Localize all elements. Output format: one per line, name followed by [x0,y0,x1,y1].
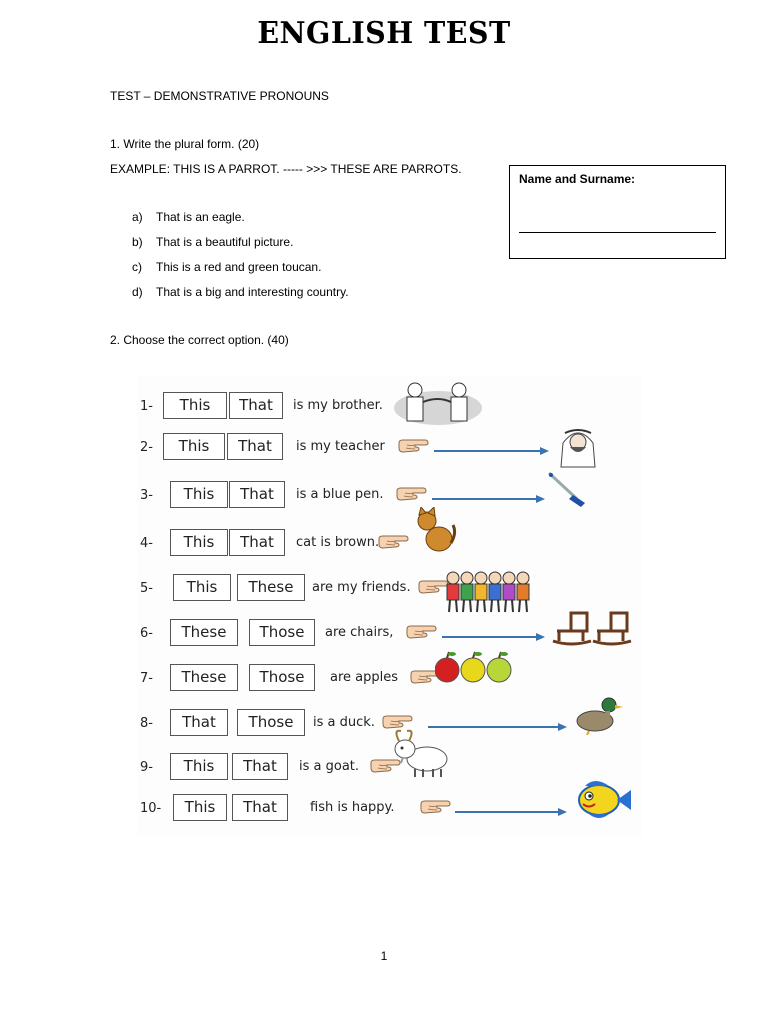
question-row [137,749,642,789]
option-box[interactable]: That [229,529,285,556]
option-box[interactable]: This [170,529,228,556]
pointing-hand-icon [405,623,437,646]
question-number: 3- [140,488,153,503]
option-box[interactable]: That [229,392,283,419]
option-box[interactable]: That [227,433,283,460]
question-number: 6- [140,626,153,641]
option-box[interactable]: Those [249,619,315,646]
question-row [137,790,642,830]
sentence-rest: is a duck. [313,715,375,730]
sentence-rest: fish is happy. [310,800,395,815]
question-number: 2- [140,440,153,455]
sentence-rest: cat is brown. [296,535,380,550]
option-box[interactable]: These [170,619,238,646]
item-letter: d) [132,285,143,299]
name-surname-box [509,165,726,259]
arrow-icon [432,491,545,501]
duck-icon [571,693,623,740]
option-box[interactable]: That [229,481,285,508]
question-number: 9- [140,760,153,775]
option-box[interactable]: Those [249,664,315,691]
item-letter: c) [132,260,142,274]
pointing-hand-icon [377,533,409,556]
sentence-rest: is a goat. [299,759,360,774]
question-row [137,615,642,655]
question-number: 5- [140,581,153,596]
option-box[interactable]: This [173,574,231,601]
cat-icon [413,507,457,558]
item-text: That is an eagle. [156,210,245,224]
pointing-hand-icon [397,437,429,460]
item-text: This is a red and green toucan. [156,260,322,274]
option-box[interactable]: This [170,753,228,780]
item-text: That is a beautiful picture. [156,235,294,249]
pen-icon [545,469,591,514]
test-subtitle: TEST – DEMONSTRATIVE PRONOUNS [110,89,329,103]
question-row [137,570,642,610]
option-box[interactable]: These [237,574,305,601]
name-write-line[interactable] [519,232,716,233]
question-number: 1- [140,399,153,414]
item-letter: b) [132,235,143,249]
pointing-hand-icon [395,485,427,508]
question-row [137,388,642,428]
option-box[interactable]: This [163,392,227,419]
teacher-icon [555,425,601,474]
arrow-icon [442,629,545,639]
question-number: 7- [140,671,153,686]
option-box[interactable]: These [170,664,238,691]
section-2-heading: 2. Choose the correct option. (40) [110,333,289,347]
question-number: 8- [140,716,153,731]
option-box[interactable]: This [170,481,228,508]
sentence-rest: are my friends. [312,580,411,595]
option-box[interactable]: This [173,794,227,821]
page-number: 1 [380,949,388,963]
arrow-icon [434,443,549,453]
sentence-rest: are apples [330,670,399,685]
name-surname-label: Name and Surname: [519,172,636,186]
question-row [137,477,642,517]
sentence-rest: is a blue pen. [296,487,384,502]
option-box[interactable]: That [232,753,288,780]
brothers-icon [393,382,483,431]
question-number: 10- [140,801,162,816]
section-1-example: EXAMPLE: THIS IS A PARROT. ----- >>> THESE ARE PARROTS. [110,162,462,176]
section-1-heading: 1. Write the plural form. (20) [110,137,260,151]
sentence-rest: is my brother. [293,398,383,413]
choose-option-worksheet [137,376,642,836]
goat-icon [389,727,453,784]
option-box[interactable]: This [163,433,225,460]
option-box[interactable]: Those [237,709,305,736]
question-row [137,429,642,469]
sentence-rest: are chairs, [325,625,394,640]
option-box[interactable]: That [232,794,288,821]
apples-icon [435,650,515,691]
page-title: ENGLISH TEST [257,16,511,51]
item-letter: a) [132,210,143,224]
item-text: That is a big and interesting country. [156,285,349,299]
fish-icon [569,772,633,829]
chairs-icon [549,611,633,652]
pointing-hand-icon [419,798,451,821]
option-box[interactable]: That [170,709,228,736]
arrow-icon [455,804,567,814]
question-row [137,660,642,700]
question-row [137,525,642,565]
friends-icon [445,570,535,619]
sentence-rest: is my teacher [296,439,385,454]
question-number: 4- [140,536,153,551]
